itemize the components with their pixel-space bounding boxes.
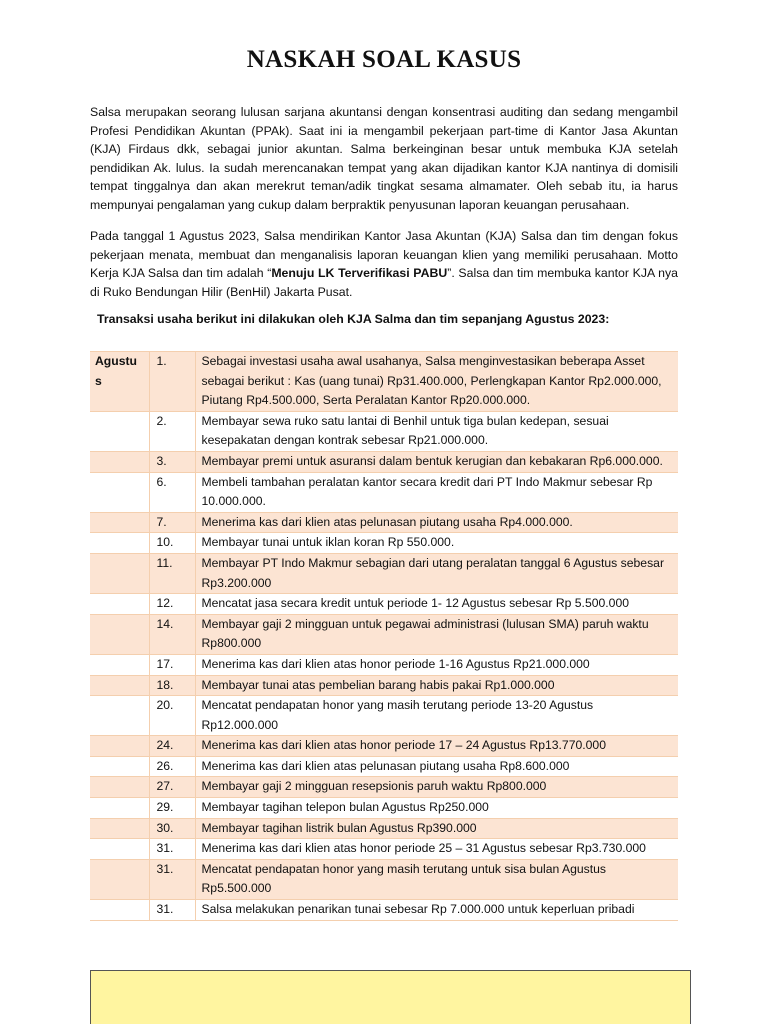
transaction-day: 31. [149,859,195,899]
transaction-description: Menerima kas dari klien atas honor periode 1-16 Agustus Rp21.000.000 [195,654,678,675]
intro-paragraph: Salsa merupakan seorang lulusan sarjana akuntansi dengan konsentrasi auditing dan sedang mengambil Profesi Pendidikan Akuntan (PPAk). Saat ini ia mengambil pekerjaan part-time di Kantor Jasa Akuntan (KJA) Firdaus dkk, sebagai junior akuntan. Salma berkeinginan besar untuk membuka KJA setelah pendidikan Ak. lulus. Ia sudah merencanakan tempat yang akan dijadikan kantor KJA nantinya di domisili tempat tinggalnya dan akan merekrut teman/adik tingkat sesama almamater. Oleh sebab itu, ia harus mempunyai pengalaman yang cukup dalam berpraktik penyusunan laporan keuangan perusahaan. [90,105,678,212]
company-paragraph-text-end: ”. Salsa dan tim membuka kantor KJA nya di Ruko Bendungan Hilir (BenHil) Jakarta Pusat. [90,266,678,299]
month-cell [90,553,149,593]
transaction-day: 27. [149,777,195,798]
transaction-day: 20. [149,696,195,736]
transaction-row [90,533,678,554]
transaction-description: Menerima kas dari klien atas honor periode 17 – 24 Agustus Rp13.770.000 [195,736,678,757]
transaction-row [90,900,678,921]
month-cell [90,777,149,798]
transaction-row [90,675,678,696]
transaction-description: Menerima kas dari klien atas honor periode 25 – 31 Agustus sebesar Rp3.730.000 [195,839,678,860]
transaction-row [90,553,678,593]
transaction-row [90,614,678,654]
month-cell [90,859,149,899]
transaction-description: Membayar tagihan telepon bulan Agustus Rp250.000 [195,798,678,819]
transaction-row [90,859,678,899]
transaction-description: Membayar tunai atas pembelian barang habis pakai Rp1.000.000 [195,675,678,696]
transaction-description: Menerima kas dari klien atas pelunasan piutang usaha Rp8.600.000 [195,756,678,777]
month-cell [90,614,149,654]
transaction-day: 3. [149,451,195,472]
month-cell [90,839,149,860]
transaction-description: Membayar premi untuk asuransi dalam bentuk kerugian dan kebakaran Rp6.000.000. [195,451,678,472]
transaction-day: 1. [149,352,195,412]
transaction-row [90,594,678,615]
month-cell [90,411,149,451]
transaction-day: 30. [149,818,195,839]
transaction-day: 10. [149,533,195,554]
month-cell [90,696,149,736]
transaction-description: Mencatat jasa secara kredit untuk periode 1- 12 Agustus sebesar Rp 5.500.000 [195,594,678,615]
transaction-row [90,839,678,860]
transaction-day: 26. [149,756,195,777]
transaction-description: Membayar tagihan listrik bulan Agustus Rp390.000 [195,818,678,839]
transaction-description: Membayar tunai untuk iklan koran Rp 550.000. [195,533,678,554]
transaction-day: 24. [149,736,195,757]
month-cell [90,594,149,615]
transaction-row [90,696,678,736]
transaction-row [90,411,678,451]
transaction-description: Membeli tambahan peralatan kantor secara kredit dari PT Indo Makmur sebesar Rp 10.000.000. [195,472,678,512]
transaction-description: Membayar gaji 2 mingguan untuk pegawai administrasi (lulusan SMA) paruh waktu Rp800.000 [195,614,678,654]
month-cell [90,798,149,819]
transaction-row [90,352,678,412]
transaction-description: Mencatat pendapatan honor yang masih terutang periode 13-20 Agustus Rp12.000.000 [195,696,678,736]
transaction-description: Sebagai investasi usaha awal usahanya, Salsa menginvestasikan beberapa Asset sebagai berikut : Kas (uang tunai) Rp31.400.000, Perlengkapan Kantor Rp2.000.000, Piutang Rp4.500.000, Serta Peralatan Kantor Rp20.000.000. [195,352,678,412]
transaction-description: Mencatat pendapatan honor yang masih terutang untuk sisa bulan Agustus Rp5.500.000 [195,859,678,899]
month-cell [90,736,149,757]
transaction-description: Menerima kas dari klien atas pelunasan piutang usaha Rp4.000.000. [195,512,678,533]
transaction-day: 29. [149,798,195,819]
transaction-day: 18. [149,675,195,696]
transaction-row [90,472,678,512]
company-paragraph [90,227,678,301]
transaction-day: 12. [149,594,195,615]
transaction-row [90,736,678,757]
month-cell [90,675,149,696]
transaction-row [90,512,678,533]
transaction-day: 2. [149,411,195,451]
transaction-row [90,818,678,839]
month-label: Agustus [90,352,149,412]
transaction-row [90,798,678,819]
transaction-description: Membayar sewa ruko satu lantai di Benhil untuk tiga bulan kedepan, sesuai kesepakatan dengan kontrak sebesar Rp21.000.000. [195,411,678,451]
month-cell [90,533,149,554]
transaction-row [90,756,678,777]
transaction-description: Salsa melakukan penarikan tunai sebesar Rp 7.000.000 untuk keperluan pribadi [195,900,678,921]
company-motto: Menuju LK Terverifikasi PABU [271,266,448,281]
transactions-heading: Transaksi usaha berikut ini dilakukan oleh KJA Salma dan tim sepanjang Agustus 2023: [97,312,610,326]
transaction-day: 6. [149,472,195,512]
month-cell [90,900,149,921]
transaction-description: Membayar gaji 2 mingguan resepsionis paruh waktu Rp800.000 [195,777,678,798]
month-cell [90,818,149,839]
transaction-day: 14. [149,614,195,654]
transaction-row [90,451,678,472]
transaction-day: 11. [149,553,195,593]
transaction-day: 7. [149,512,195,533]
transaction-day: 31. [149,900,195,921]
page-title: NASKAH SOAL KASUS [246,46,522,73]
month-cell [90,512,149,533]
transaction-description: Membayar PT Indo Makmur sebagian dari utang peralatan tanggal 6 Agustus sebesar Rp3.200.000 [195,553,678,593]
month-cell [90,451,149,472]
month-cell [90,472,149,512]
transactions-table [90,351,678,921]
answer-box [90,970,691,1024]
transaction-row [90,777,678,798]
transaction-row [90,654,678,675]
company-paragraph-text-start: Pada tanggal 1 Agustus 2023, Salsa mendirikan Kantor Jasa Akuntan (KJA) Salsa dan tim dengan fokus pekerjaan menata, membuat dan menganalisis laporan keuangan klien yang memiliki perusahaan. Motto Kerja KJA Salsa dan tim adalah “ [90,229,678,281]
month-cell [90,654,149,675]
month-cell [90,756,149,777]
transaction-day: 17. [149,654,195,675]
transaction-day: 31. [149,839,195,860]
